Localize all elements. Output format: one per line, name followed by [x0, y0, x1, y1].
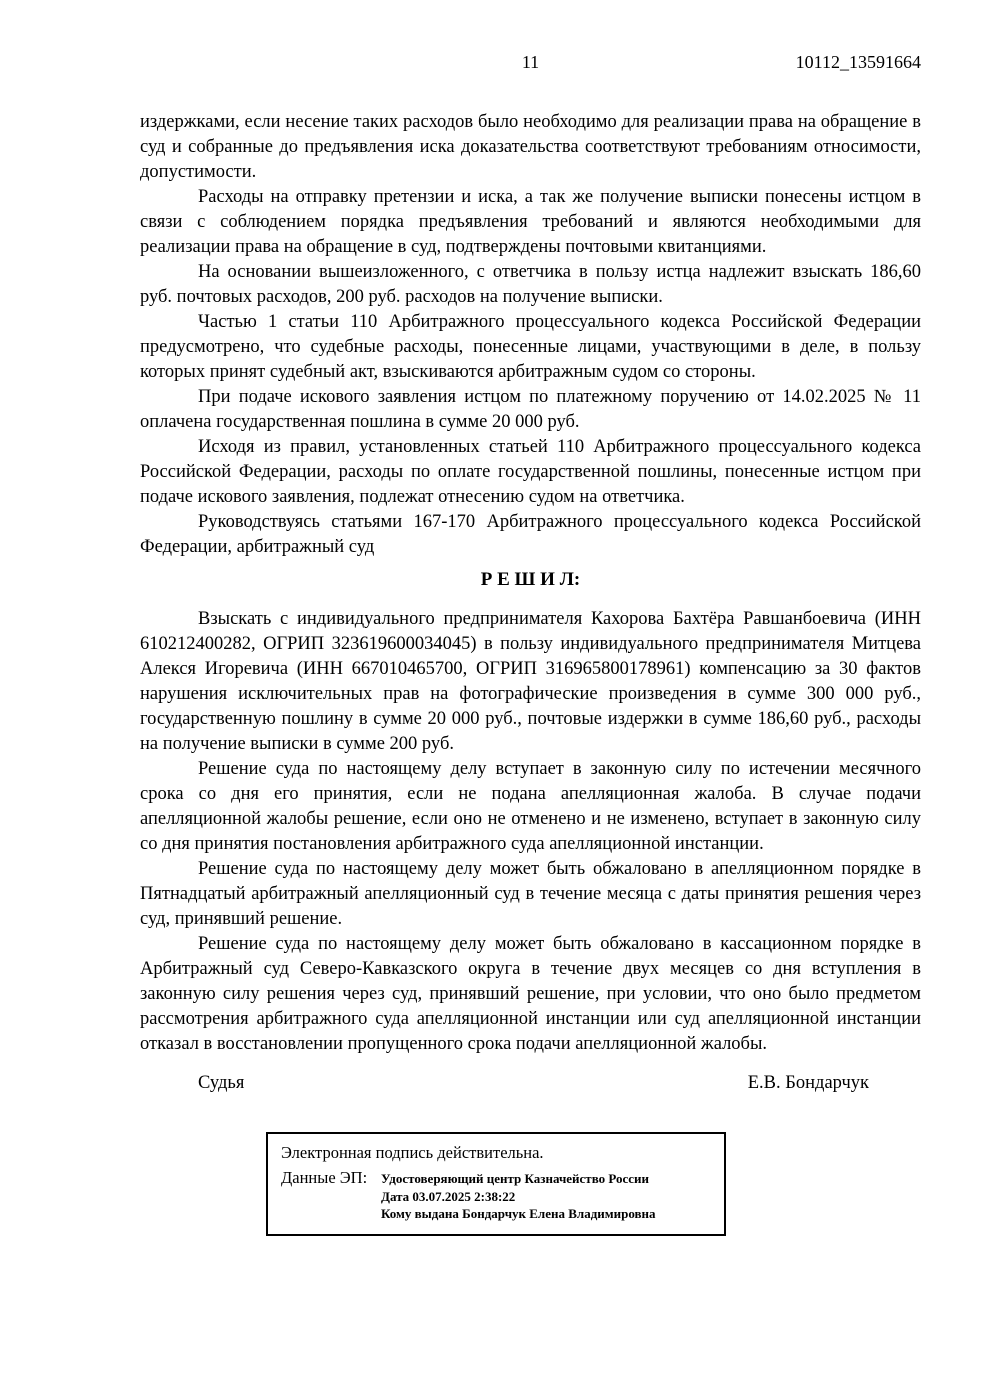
stamp-issued-to: Кому выдана Бондарчук Елена Владимировна: [381, 1206, 656, 1221]
stamp-validity-text: Электронная подпись действительна.: [281, 1143, 544, 1162]
resolution-paragraph: Решение суда по настоящему делу может быть обжаловано в апелляционном порядке в Пятнадцатый арбитражный апелляционный суд в течение месяца с даты принятия решения через суд, принявший решение.: [140, 859, 921, 929]
stamp-date: Дата 03.07.2025 2:38:22: [381, 1188, 516, 1204]
body-paragraph: Расходы на отправку претензии и иска, а так же получение выписки понесены истцом в связи с соблюдением порядка предъявления требований и являются необходимыми для реализации права на обращение в суд, подтверждены почтовыми квитанциями.: [140, 187, 921, 257]
body-paragraph: На основании вышеизложенного, с ответчика в пользу истца надлежит взыскать 186,60 руб. почтовых расходов, 200 руб. расходов на получение выписки.: [140, 262, 921, 307]
judge-name: Е.В. Бондарчук: [747, 1073, 869, 1093]
resolution-paragraph: Решение суда по настоящему делу может быть обжаловано в кассационном порядке в Арбитражный суд Северо-Кавказского округа в течение двух месяцев со дня вступления в законную силу решения через суд, принявший решение, при условии, что оно было предметом рассмотрения арбитражного суда апелляционной инстанции или суд апелляционной инстанции отказал в восстановлении пропущенного срока подачи апелляционной жалобы.: [140, 934, 921, 1054]
body-paragraph: издержками, если несение таких расходов было необходимо для реализации права на обращение в суд и собранные до предъявления иска доказательства соответствуют требованиям относимости, допустимости.: [140, 112, 921, 182]
page-number: 11: [521, 52, 540, 72]
page-header: [140, 0, 921, 76]
body-paragraph: Руководствуясь статьями 167-170 Арбитражного процессуального кодекса Российской Федерации, арбитражный суд: [140, 512, 921, 557]
resolution-heading: Р Е Ш И Л:: [480, 569, 581, 590]
resolution-paragraph: Решение суда по настоящему делу вступает в законную силу по истечении месячного срока со дня его принятия, если не подана апелляционная жалоба. В случае подачи апелляционной жалобы решение, если оно не отменено и не изменено, вступает в законную силу со дня принятия постановления арбитражного суда апелляционной инстанции.: [140, 759, 921, 854]
stamp-details-row: [281, 1168, 712, 1223]
signature-row: [140, 1071, 921, 1096]
document-id: 10112_13591664: [795, 52, 921, 72]
body-paragraph: Исходя из правил, установленных статьей 110 Арбитражного процессуального кодекса Российской Федерации, расходы по оплате государственной пошлины, понесенные истцом при подаче искового заявления, подлежат отнесению судом на ответчика.: [140, 437, 921, 507]
electronic-signature-stamp: [266, 1132, 726, 1236]
body-paragraph: Частью 1 статьи 110 Арбитражного процессуального кодекса Российской Федерации предусмотрено, что судебные расходы, понесенные лицами, участвующими в деле, в пользу которых принят судебный акт, взыскиваются арбитражным судом со стороны.: [140, 312, 921, 382]
resolution-paragraph: Взыскать с индивидуального предпринимателя Кахорова Бахтёра Равшанбоевича (ИНН 610212400282, ОГРИП 323619600034045) в пользу индивидуального предпринимателя Митцева Алекся Игоревича (ИНН 667010465700, ОГРИП 316965800178961) компенсацию за 30 фактов нарушения исключительных прав на фотографические произведения в сумме 300 000 руб., государственную пошлину в сумме 20 000 руб., почтовые издержки в сумме 186,60 руб., расходы на получение выписки в сумме 200 руб.: [140, 609, 921, 754]
stamp-details: [381, 1168, 656, 1223]
body-paragraph: При подаче искового заявления истцом по платежному поручению от 14.02.2025 № 11 оплачена государственная пошлина в сумме 20 000 руб.: [140, 387, 921, 432]
document-body: [140, 110, 921, 1236]
stamp-certificate-authority: Удостоверяющий центр Казначейство России: [381, 1171, 650, 1186]
stamp-label: Данные ЭП:: [281, 1168, 368, 1187]
judge-label: Судья: [198, 1073, 245, 1093]
